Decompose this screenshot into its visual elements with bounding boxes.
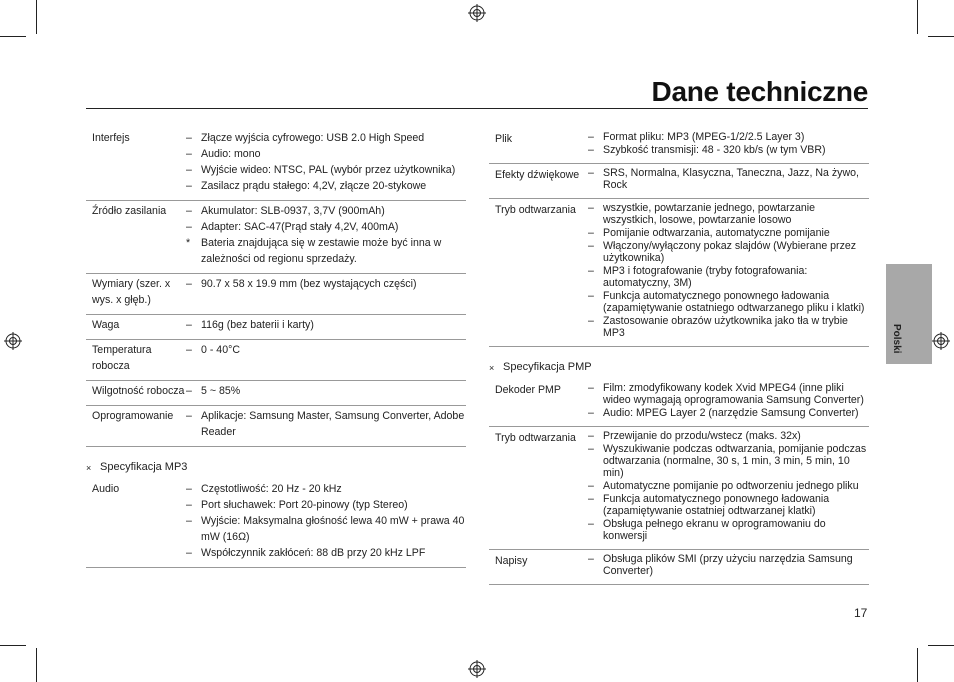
bullet-marker: –: [186, 319, 192, 331]
title-divider: [86, 108, 868, 109]
spec-value-text: wszystkie, powtarzanie jednego, powtarzanie wszystkich, losowe, powtarzanie losowo: [603, 202, 815, 226]
spec-value-item: [588, 315, 869, 339]
bullet-marker: *: [186, 237, 191, 249]
spec-label: Wymiary (szer. x wys. x głęb.): [92, 278, 171, 306]
spec-row: [489, 550, 869, 585]
bullet-marker: –: [588, 315, 594, 327]
spec-value-text: Film: zmodyfikowany kodek Xvid MPEG4 (inne pliki wideo wymagają oprogramowania Samsung Converter): [603, 382, 864, 406]
language-tab-label: Polski: [891, 324, 902, 354]
spec-value-item: [588, 240, 869, 264]
bullet-marker: –: [588, 382, 594, 394]
spec-label: Temperatura robocza: [92, 344, 152, 372]
bullet-marker: –: [588, 202, 594, 214]
spec-value-item: [588, 407, 869, 419]
spec-value-text: Złącze wyjścia cyfrowego: USB 2.0 High Speed: [201, 132, 425, 144]
spec-value-text: Szybkość transmisji: 48 - 320 kb/s (w tym VBR): [603, 144, 826, 156]
spec-value-text: Współczynnik zakłóceń: 88 dB przy 20 kHz LPF: [201, 547, 426, 559]
spec-label: Waga: [92, 319, 120, 331]
spec-value-text: Obsługa pełnego ekranu w oprogramowaniu do konwersji: [603, 518, 826, 542]
playback-spec-table: [489, 128, 869, 347]
spec-values: [588, 202, 869, 340]
spec-value-text: Aplikacje: Samsung Master, Samsung Converter, Adobe Reader: [201, 410, 465, 438]
spec-values: [186, 317, 466, 333]
bullet-marker: –: [186, 410, 192, 422]
spec-row: [489, 427, 869, 550]
spec-value-text: Obsługa plików SMI (przy użyciu narzędzia Samsung Converter): [603, 553, 853, 577]
spec-value-item: [588, 290, 869, 314]
spec-value-text: 0 - 40°C: [201, 344, 240, 356]
bullet-marker: –: [588, 518, 594, 530]
bullet-marker: –: [186, 344, 192, 356]
spec-value-item: [186, 219, 466, 235]
spec-values: [186, 203, 466, 267]
spec-row: [86, 479, 466, 568]
spec-row: [86, 315, 466, 340]
spec-value-text: 116g (bez baterii i karty): [201, 319, 314, 331]
spec-value-text: MP3 i fotografowanie (tryby fotografowania: automatyczny, 3M): [603, 265, 808, 289]
crop-mark: [36, 0, 37, 34]
spec-value-text: Bateria znajdująca się w zestawie może być inna w zależności od regionu sprzedaży.: [201, 237, 442, 265]
spec-value-item: [186, 342, 466, 358]
mp3-section-heading: [86, 459, 466, 476]
spec-values: [588, 430, 869, 543]
spec-value-item: [186, 178, 466, 194]
spec-row: [86, 340, 466, 381]
spec-values: [186, 383, 466, 399]
spec-value-text: Port słuchawek: Port 20-pinowy (typ Stereo): [201, 499, 408, 511]
spec-value-text: Audio: MPEG Layer 2 (narzędzie Samsung Converter): [603, 407, 859, 419]
spec-row: [489, 199, 869, 347]
bullet-marker: –: [186, 221, 192, 233]
spec-value-text: Wyjście: Maksymalna głośność lewa 40 mW + prawa 40 mW (16Ω): [201, 515, 465, 543]
spec-value-text: Funkcja automatycznego ponownego ładowania (zapamiętywanie ostatniego odtwarzanego pliku i klatki): [603, 290, 865, 314]
spec-value-text: Funkcja automatycznego ponownego ładowania (zapamiętywanie ostatniej odtwarzanej klatki): [603, 493, 830, 517]
section-title: Specyfikacja MP3: [100, 461, 188, 473]
bullet-marker: –: [186, 483, 192, 495]
bullet-marker: –: [186, 164, 192, 176]
registration-mark-icon: [468, 660, 486, 678]
bullet-marker: –: [588, 131, 594, 143]
spec-row: [86, 201, 466, 274]
spec-row: [86, 128, 466, 201]
spec-label: Oprogramowanie: [92, 410, 174, 422]
spec-values: [186, 481, 466, 561]
spec-value-item: [588, 167, 869, 191]
spec-value-item: [186, 235, 466, 267]
crop-mark: [917, 648, 918, 682]
spec-value-item: [186, 130, 466, 146]
spec-value-item: [588, 144, 869, 156]
bullet-marker: –: [588, 480, 594, 492]
bullet-marker: –: [186, 180, 192, 192]
spec-label: Wilgotność robocza: [92, 385, 185, 397]
language-tab: [886, 264, 932, 364]
bullet-marker: –: [588, 265, 594, 277]
bullet-marker: –: [588, 430, 594, 442]
spec-values: [588, 131, 869, 157]
spec-value-text: Włączony/wyłączony pokaz slajdów (Wybierane przez użytkownika): [603, 240, 857, 264]
pmp-spec-table: [489, 379, 869, 585]
spec-values: [186, 342, 466, 374]
spec-value-item: [186, 162, 466, 178]
bullet-marker: –: [186, 205, 192, 217]
bullet-marker: –: [186, 148, 192, 160]
spec-values: [186, 408, 466, 440]
spec-row: [489, 379, 869, 427]
crop-mark: [928, 36, 954, 37]
bullet-marker: –: [186, 499, 192, 511]
registration-mark-icon: [4, 332, 22, 350]
bullet-marker: –: [588, 240, 594, 252]
spec-value-item: [588, 202, 869, 226]
crop-mark: [0, 36, 26, 37]
bullet-marker: –: [186, 132, 192, 144]
spec-value-text: SRS, Normalna, Klasyczna, Taneczna, Jazz, Na żywo, Rock: [603, 167, 859, 191]
left-spec-column: [86, 128, 466, 568]
spec-label: Dekoder PMP: [495, 384, 561, 396]
spec-label: Tryb odtwarzania: [495, 432, 576, 444]
spec-value-text: Akumulator: SLB-0937, 3,7V (900mAh): [201, 205, 385, 217]
bullet-marker: –: [186, 278, 192, 290]
spec-value-text: Adapter: SAC-47(Prąd stały 4,2V, 400mA): [201, 221, 399, 233]
spec-row: [86, 274, 466, 315]
spec-value-text: 5 ~ 85%: [201, 385, 241, 397]
bullet-marker: –: [186, 515, 192, 527]
spec-values: [186, 276, 466, 308]
crop-mark: [0, 645, 26, 646]
spec-value-item: [588, 553, 869, 577]
spec-label: Plik: [495, 133, 513, 145]
crop-mark: [928, 645, 954, 646]
spec-label: Audio: [92, 483, 120, 495]
spec-values: [588, 167, 869, 192]
spec-value-item: [186, 513, 466, 545]
spec-value-text: Wyszukiwanie podczas odtwarzania, pomijanie podczas odtwarzania (normalne, 30 s, 1 min, 3 min, 5 min, 10 min): [603, 443, 867, 479]
spec-value-item: [186, 203, 466, 219]
spec-values: [588, 382, 869, 420]
page-number: 17: [854, 606, 868, 620]
spec-value-text: Audio: mono: [201, 148, 261, 160]
spec-value-item: [588, 430, 869, 442]
spec-values: [588, 553, 869, 578]
spec-value-text: Częstotliwość: 20 Hz - 20 kHz: [201, 483, 342, 495]
spec-value-text: Przewijanie do przodu/wstecz (maks. 32x): [603, 430, 801, 442]
bullet-marker: –: [588, 144, 594, 156]
spec-value-item: [186, 317, 466, 333]
spec-row: [489, 128, 869, 164]
spec-value-text: Wyjście wideo: NTSC, PAL (wybór przez użytkownika): [201, 164, 456, 176]
spec-value-text: Zasilacz prądu stałego: 4,2V, złącze 20-stykowe: [201, 180, 427, 192]
registration-mark-icon: [468, 4, 486, 22]
section-title: Specyfikacja PMP: [503, 361, 592, 373]
page-title: Dane techniczne: [651, 76, 868, 107]
spec-value-item: [588, 265, 869, 289]
spec-value-item: [588, 443, 869, 479]
spec-value-text: 90.7 x 58 x 19.9 mm (bez wystających części): [201, 278, 417, 290]
section-mark-icon: ×: [86, 463, 92, 473]
spec-label: Tryb odtwarzania: [495, 204, 576, 216]
bullet-marker: –: [186, 385, 192, 397]
bullet-marker: –: [588, 443, 594, 455]
crop-mark: [917, 0, 918, 34]
spec-row: [86, 381, 466, 406]
spec-value-item: [186, 481, 466, 497]
general-spec-table: [86, 128, 466, 447]
registration-mark-icon: [932, 332, 950, 350]
spec-values: [186, 130, 466, 194]
spec-label: Interfejs: [92, 132, 130, 144]
bullet-marker: –: [186, 547, 192, 559]
spec-value-item: [186, 545, 466, 561]
spec-value-item: [186, 497, 466, 513]
spec-value-text: Format pliku: MP3 (MPEG-1/2/2.5 Layer 3): [603, 131, 805, 143]
bullet-marker: –: [588, 290, 594, 302]
spec-value-item: [588, 131, 869, 143]
spec-label: Napisy: [495, 555, 528, 567]
right-spec-column: [489, 128, 869, 585]
spec-value-item: [588, 493, 869, 517]
spec-value-text: Automatyczne pomijanie po odtworzeniu jednego pliku: [603, 480, 859, 492]
spec-row: [86, 406, 466, 447]
spec-value-item: [588, 382, 869, 406]
bullet-marker: –: [588, 553, 594, 565]
bullet-marker: –: [588, 227, 594, 239]
spec-label: Efekty dźwiękowe: [495, 169, 580, 181]
spec-value-item: [588, 480, 869, 492]
spec-value-item: [186, 408, 466, 440]
spec-value-item: [588, 227, 869, 239]
spec-value-item: [186, 383, 466, 399]
spec-label: Źródło zasilania: [92, 205, 167, 217]
spec-value-item: [588, 518, 869, 542]
spec-value-item: [186, 276, 466, 292]
crop-mark: [36, 648, 37, 682]
spec-row: [489, 164, 869, 199]
pmp-section-heading: [489, 359, 869, 376]
spec-value-item: [186, 146, 466, 162]
section-mark-icon: ×: [489, 363, 495, 373]
spec-value-text: Pomijanie odtwarzania, automatyczne pomijanie: [603, 227, 830, 239]
spec-value-text: Zastosowanie obrazów użytkownika jako tła w trybie MP3: [603, 315, 848, 339]
bullet-marker: –: [588, 407, 594, 419]
mp3-spec-table: [86, 479, 466, 568]
bullet-marker: –: [588, 493, 594, 505]
bullet-marker: –: [588, 167, 594, 179]
